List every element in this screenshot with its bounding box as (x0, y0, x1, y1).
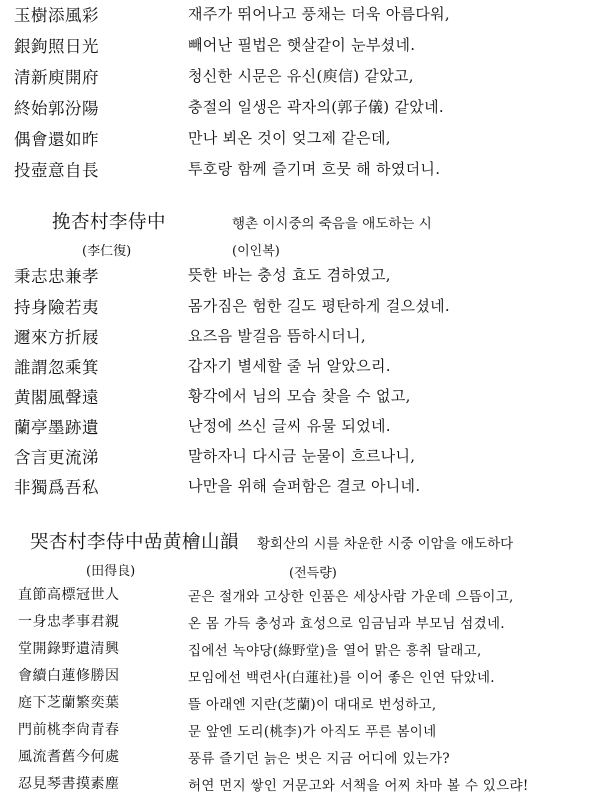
poem1-line-2-hanja: 銀鉤照日光 (14, 37, 99, 56)
poem3-line-5-hanja: 庭下芝蘭繁奕葉 (18, 695, 120, 711)
poem3-author-korean: (전득량) (289, 566, 337, 581)
poem3-line-7-hanja: 風流耆舊今何處 (18, 749, 120, 765)
poem3-line-4-korean: 모임에선 백련사(白蓮社)를 이어 좋은 인연 닦았네. (188, 670, 495, 686)
poem2-line-2-korean: 몸가짐은 험한 길도 평탄하게 걸으셨네. (188, 297, 450, 315)
poem3-line-8-korean: 허연 먼지 쌓인 거문고와 서책을 어찌 차마 볼 수 있으랴! (188, 778, 529, 794)
poem2-author-hanja: (李仁復) (82, 244, 132, 259)
poem3-line-1-hanja: 直節高標冠世人 (18, 587, 120, 603)
poem3-author-hanja: (田得良) (86, 564, 136, 579)
poem1-line-2-korean: 빼어난 필법은 햇살같이 눈부셨네. (188, 36, 416, 54)
poem2-line-8-hanja: 非獨爲吾私 (14, 478, 99, 497)
poem3-line-3-hanja: 堂開錄野遺清興 (18, 641, 120, 657)
poem2-line-2-hanja: 持身險若夷 (14, 298, 99, 317)
poem1-line-6-korean: 투호랑 함께 즐기며 흐뭇 해 하였더니. (188, 160, 441, 178)
poem3-line-6-hanja: 門前桃李尙青春 (18, 722, 120, 738)
poem2-line-8-korean: 나만을 위해 슬퍼함은 결코 아니네. (188, 477, 421, 495)
poem2-line-5-hanja: 黄閣風聲遠 (14, 388, 99, 407)
poem2-line-3-korean: 요즈음 발걸음 뜸하시더니, (188, 327, 366, 345)
poem1-line-4-hanja: 終始郭汾陽 (14, 99, 99, 118)
poem1-line-1-korean: 재주가 뛰어나고 풍채는 더욱 아름다워, (188, 5, 450, 23)
poem2-line-7-korean: 말하자니 다시금 눈물이 흐르나니, (188, 447, 416, 465)
poem3-line-6-korean: 문 앞엔 도리(桃李)가 아직도 푸른 봄이네 (188, 724, 437, 740)
poem3-line-8-hanja: 忍見琴書摸素塵 (18, 776, 120, 792)
poem2-title-korean: 행촌 이시중의 죽음을 애도하는 시 (232, 216, 432, 232)
poem3-line-2-korean: 온 몸 가득 충성과 효성으로 임금님과 부모님 섬겼네. (188, 616, 505, 632)
poem1-line-4-korean: 충절의 일생은 곽자의(郭子儀) 같았네. (188, 98, 444, 116)
poem3-line-1-korean: 곧은 절개와 고상한 인품은 세상사람 가운데 으뜸이고, (188, 589, 514, 605)
poem1-line-1-hanja: 玉樹添風彩 (14, 6, 99, 25)
poem3-title-hanja: 哭杏村李侍中嵒黄檜山韻 (30, 532, 240, 553)
poem1-line-3-hanja: 清新庾開府 (14, 68, 99, 87)
poem3-line-2-hanja: 一身忠孝事君親 (18, 614, 120, 630)
poem3-line-7-korean: 풍류 즐기던 늙은 벗은 지금 어디에 있는가? (188, 751, 450, 767)
poem2-line-3-hanja: 邇來方折屐 (14, 328, 99, 347)
poem2-line-5-korean: 황각에서 님의 모습 찾을 수 없고, (188, 387, 411, 405)
poem3-line-3-korean: 집에선 녹야당(綠野堂)을 열어 맑은 흥취 달래고, (188, 643, 482, 659)
poem3-line-4-hanja: 會續白蓮修勝因 (18, 668, 120, 684)
poem2-author-korean: (이인복) (232, 244, 280, 259)
poem2-line-4-korean: 갑자기 별세할 줄 뉘 알았으리. (188, 357, 391, 375)
poem2-line-1-hanja: 秉志忠兼孝 (14, 267, 99, 286)
poem2-title-hanja: 挽杏村李侍中 (52, 212, 167, 233)
poem1-line-3-korean: 청신한 시문은 유신(庾信) 같았고, (188, 67, 414, 85)
poem2-line-6-hanja: 蘭亭墨跡遺 (14, 418, 99, 437)
poem3-title-korean: 황회산의 시를 차운한 시중 이암을 애도하다 (257, 536, 514, 552)
poem1-line-5-korean: 만나 뵈온 것이 엊그제 같은데, (188, 129, 391, 147)
poem2-line-1-korean: 뜻한 바는 충성 효도 겸하였고, (188, 266, 391, 284)
poem3-line-5-korean: 뜰 아래엔 지란(芝蘭)이 대대로 번성하고, (188, 697, 437, 713)
poem1-line-6-hanja: 投壺意自長 (14, 161, 99, 180)
poem2-line-4-hanja: 誰謂忽乘箕 (14, 358, 99, 377)
poem2-line-7-hanja: 含言更流涕 (14, 448, 99, 467)
poem1-line-5-hanja: 偶會還如昨 (14, 130, 99, 149)
poem2-line-6-korean: 난정에 쓰신 글씨 유물 되었네. (188, 417, 391, 435)
